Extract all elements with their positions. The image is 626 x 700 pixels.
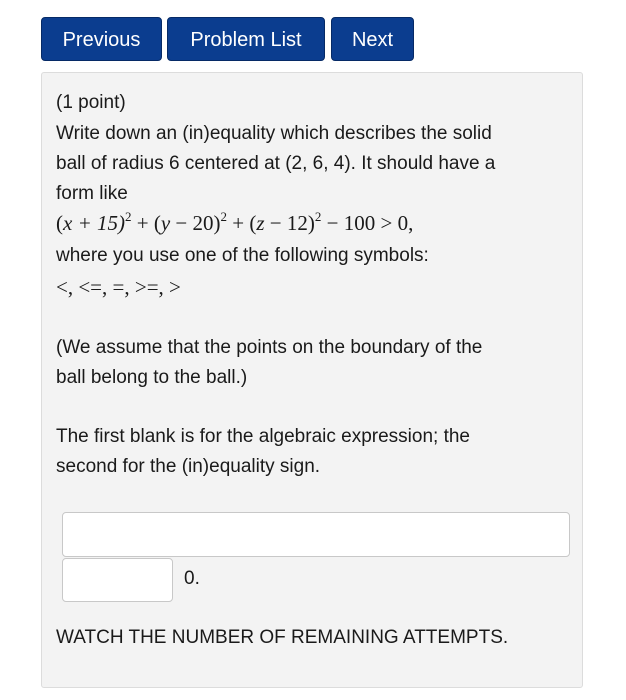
formula-part: + ( <box>227 211 257 235</box>
prompt-line-3: form like <box>56 183 128 204</box>
prompt-line-2: ball of radius 6 centered at (2, 6, 4). It should have a <box>56 153 496 174</box>
formula-var: y <box>160 211 171 235</box>
note-line-2: ball belong to the ball.) <box>56 367 248 388</box>
inequality-sign-input[interactable] <box>62 558 173 602</box>
next-button[interactable]: Next <box>331 17 414 61</box>
formula-part: − 20) <box>170 211 221 235</box>
trailing-zero: 0. <box>184 568 200 589</box>
formula-exponent: 2 <box>125 209 132 224</box>
prompt-line-1: Write down an (in)equality which describes the solid <box>56 123 492 144</box>
problem-list-button[interactable]: Problem List <box>167 17 325 61</box>
symbols-list: <, <=, =, >=, > <box>56 275 181 299</box>
formula-part: − 100 > 0, <box>321 211 414 235</box>
formula-part: + ( <box>131 211 161 235</box>
formula-var: z <box>256 211 265 235</box>
instruction-line-2: second for the (in)equality sign. <box>56 456 321 477</box>
formula-exponent: 2 <box>314 209 322 224</box>
formula-exponent: 2 <box>220 209 228 224</box>
points-label: (1 point) <box>56 92 126 113</box>
example-formula: $(x + 15)^2 + (y - 20)^2 + (z - 12)^2 - 100 > 0$, <box>56 209 414 235</box>
formula-part: − 12) <box>264 211 315 235</box>
symbols-intro: where you use one of the following symbols: <box>56 245 429 266</box>
formula-part: x + 15) <box>63 211 125 235</box>
previous-button[interactable]: Previous <box>41 17 162 61</box>
attempts-warning: WATCH THE NUMBER OF REMAINING ATTEMPTS. <box>56 627 509 648</box>
note-line-1: (We assume that the points on the boundary of the <box>56 337 483 358</box>
expression-input[interactable] <box>62 512 570 557</box>
instruction-line-1: The first blank is for the algebraic expression; the <box>56 426 470 447</box>
